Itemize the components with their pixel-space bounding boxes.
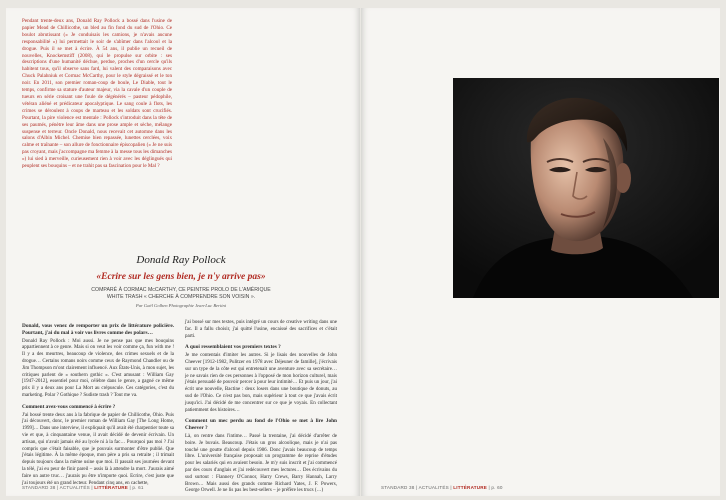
interview-column-2 [185, 320, 337, 496]
page-footer [22, 485, 144, 490]
interview-column-1 [22, 320, 174, 491]
question: Donald, vous venez de remporter un prix de littérature policière. Pourtant, j'ai du mal à voir vos livres comme des polars… [22, 323, 174, 336]
subtitle-line: WHITE TRASH « CHERCHE À COMPRENDRE SON VOISIN ». [106, 294, 256, 300]
answer-paragraph: J'ai bossé trente deux ans à la fabrique de papier de Chillicothe, Ohio. Puis j'ai découvert, donc, le premier roman de William Gay [The Long Home, 1999]… Dans une interview, il expliquait qu'il avait été charpentier toute sa vie et que, à cinquantaine venue, il avait décidé de devenir écrivain. Un artisan, qui n'avait jamais été au lycée ni à la fac… Pourquoi pas moi ? J'ai compris que c'était faisable, que je pouvais surmonter d'être publié. Que j'étais légitime. À la même époque, mon père a pris sa retraite ; il trimait depuis toujours dans la même usine que moi. Il passait ses journées devant la télé, j'ai eu peur de finir pareil – assis là à attendre la mort. J'aurais aimé faire un autre truc… j'aurais pu être n'importe quoi. Ecrire, c'est juste que j'ai toujours été un grand lecteur. Pendant cinq ans, en cachette, [22, 412, 174, 486]
subtitle-line: COMPARÉ À CORMAC McCARTHY, CE PEINTRE PROLO DE L'AMÉRIQUE [91, 287, 271, 293]
author-name: Donald Ray Pollock [136, 254, 226, 266]
question: A quoi ressemblaient vos premiers textes ? [185, 344, 281, 351]
portrait-illustration [453, 78, 719, 298]
author-portrait-photo [453, 78, 719, 298]
footer-page-number: | p. 61 [128, 485, 144, 490]
footer-page-number: | p. 60 [487, 485, 503, 490]
left-page [6, 8, 360, 496]
footer-prefix: STANDARD 38 | ACTUALITÉS | [22, 485, 95, 490]
page-footer [381, 485, 503, 490]
byline-credits: Par Gaël Golhen Photographie Jean-Luc Bertini [135, 303, 227, 308]
answer-paragraph: j'ai bossé sur mes textes, puis intégré un cours de creative writing dans une fac. Il a fallu choisir, j'ai quitté l'usine, encaissé des sacrifices et c'était parti. [185, 320, 337, 339]
question: Comment avez-vous commencé à écrire ? [22, 403, 116, 410]
footer-section: LITTÉRATURE [453, 485, 488, 490]
right-page [361, 8, 720, 496]
article-title: «Ecrire sur les gens bien, je n'y arrive pas» [96, 272, 266, 282]
question: Comment un mec perdu au fond de l'Ohio se met à lire John Cheever ? [185, 418, 337, 432]
footer-prefix: STANDARD 38 | ACTUALITÉS | [381, 485, 454, 490]
answer-paragraph: Donald Ray Pollock : Moi aussi. Je ne pense pas que mes bouquins appartiennent à ce genre. Mais si on veut les voir comme ça, fun with me ! Il y a des meurtres, beaucoup de violence, des crimes sexuels et de la drogue… Certains romans noirs comme ceux de Raymond Chandler ou de Jim Thompson m'ont clairement influencé. Aux États-Unis, à mon sujet, les critiques parlent de « southern gothic ». C'est amusant : William Gay [1947-2012], essentiel pour moi, célèbre dans le genre, a gagné ce même prix il y a deux ans pour La Mort au crépuscule. Ces catégories, c'est du marketing. Polar ? Gothique ? Sudiste trash ? Tout me va. [22, 338, 174, 398]
intro-paragraph: Pendant trente-deux ans, Donald Ray Pollock a bossé dans l'usine de papier Mead de Chillicothe, un bled au fin fond du sud de l'Ohio. Ce boulot abrutissant (« Je conduisais les camions, je n'avais aucune responsabilité ») lui permettait le soir de s'abîmer dans l'alcool et la drogue. Puis il se met à écrire. À 54 ans, il publie un recueil de nouvelles, Knockemstiff (2008), qui le propulse sur orbite : ses descriptions d'une humanité déchue, perdue, proches d'un cercle qu'ils habitent tous, qu'il observe sans fard, lui valent des comparaisons avec Chuck Palahniuk et Cormac McCarthy, pour le style dégraissé et le ton noir. En 2011, son premier roman-coup de boule, Le Diable, tout le temps, confirme sa stature d'auteur majeur, via la cavale d'un couple de tueurs en série croisant une foule de dégénérés – pasteur pédophile, vétéran aliéné et prédicateur apocalyptique. Le sang coule à flots, les crimes se déroulent à coups de marteau et les soldats sont crucifiés. Pourtant, la pire violence est mentale : Pollock s'introduit dans la tête de ses paumés, pénètre leur âme dans une prose ample et sèche, mélange suspense et terreur. Oncle Donald, nous recevait cet automne dans les salons d'Albin Michel. Chemise bien repassée, lunettes cerclées, voix calme et traînante – son allure de fonctionnaire épiscopalien (« Je ne suis pas croyant, mais j'accompagne ma femme à la messe tous les dimanches ») lui sied à merveille, curieusement rien à voir avec les déglingués qui peuplent ses bouquins – et ne trahit pas sa fascination pour le Mal ? [22, 18, 172, 170]
article-subtitle [46, 287, 316, 301]
answer-paragraph: Là, on rentre dans l'intime… Passé la trentaine, j'ai décidé d'arrêter de boire. Je buvais. Beaucoup. J'étais un gros alcoolique, mais je n'ai pas touché une goutte d'alcool depuis 1986. Donc j'avais beaucoup de temps libre. L'université française proposait un programme de reprise d'études pour les salariés qui en avaient besoin. Je m'y suis inscrit et j'ai commencé par des cours d'anglais et j'ai redécouvert mes lectures… Des écrivains du sud surtout : Flannery O'Connor, Harry Crews, Barry Hannah, Larry Brown… Mais aussi des grands comme Richard Yates, J. F. Powers, George Orwell. Je ne lis pas les best-sellers – je préfère les trucs (…) [185, 433, 337, 494]
answer-paragraph: Je me contentais d'imiter les autres. Si je lisais des nouvelles de John Cheever [1912-1982, Pulitzer en 1978 avec Déjeuner de famille], j'écrivais sur un type de la côte est qui entretenait une aventure avec sa secrétaire… je ne savais rien de ces personnes à l'opposé de mon horizon culturel, mais j'étais persuadé de pouvoir percer à pour leur intimité… Et puis un jour, j'ai écrit une nouvelle, Bactine : deux losers dans une boutique de donuts, au sud de l'Ohio. Ce n'est pas bon, mais supérieur à tout ce que j'avais écrit jusqu'ici. J'ai décidé de me concentrer sur ce que je voyais. En collectant patiemment des histoires… [185, 353, 337, 413]
footer-section: LITTÉRATURE [94, 485, 129, 490]
